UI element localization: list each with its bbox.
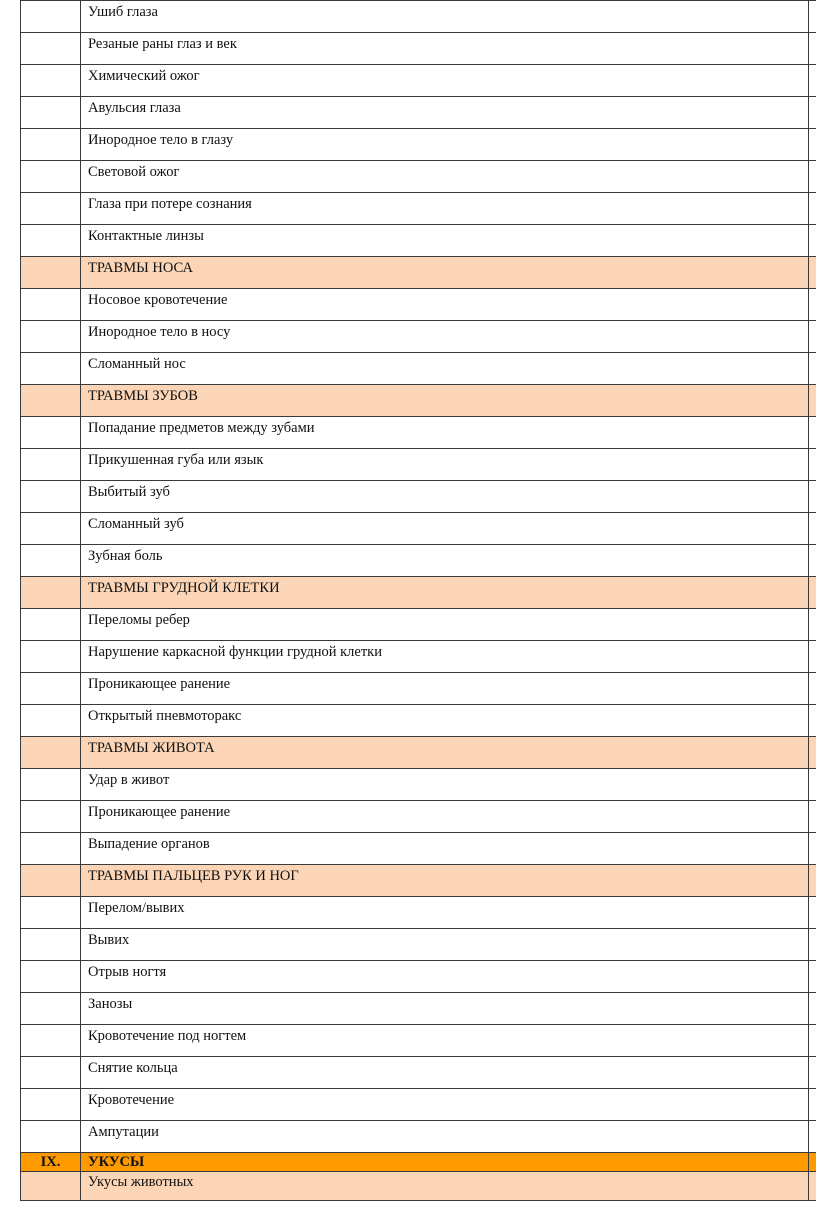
table-row xyxy=(21,1,816,33)
section-header-row xyxy=(21,385,816,417)
table-row xyxy=(21,65,816,97)
topic-cell: Глаза при потере сознания xyxy=(81,193,809,225)
table-row xyxy=(21,993,816,1025)
extra-cell xyxy=(809,897,816,929)
topic-cell: Сломанный зуб xyxy=(81,513,809,545)
chapter-title: УКУСЫ xyxy=(81,1153,809,1172)
section-title: ТРАВМЫ ПАЛЬЦЕВ РУК И НОГ xyxy=(81,865,809,897)
table-row xyxy=(21,705,816,737)
table-row xyxy=(21,1172,816,1201)
extra-cell xyxy=(809,257,816,289)
extra-cell xyxy=(809,801,816,833)
row-number-cell xyxy=(21,129,81,161)
table-row xyxy=(21,1025,816,1057)
extra-cell xyxy=(809,865,816,897)
row-number-cell xyxy=(21,737,81,769)
topic-cell: Инородное тело в глазу xyxy=(81,129,809,161)
table-row xyxy=(21,321,816,353)
extra-cell xyxy=(809,961,816,993)
row-number-cell xyxy=(21,353,81,385)
topic-cell: Авульсия глаза xyxy=(81,97,809,129)
row-number-cell xyxy=(21,545,81,577)
extra-cell xyxy=(809,97,816,129)
extra-cell xyxy=(809,1,816,33)
row-number-cell xyxy=(21,513,81,545)
topic-cell: Световой ожог xyxy=(81,161,809,193)
topics-table-body xyxy=(21,1,816,1201)
extra-cell xyxy=(809,353,816,385)
row-number-cell xyxy=(21,705,81,737)
row-number-cell xyxy=(21,449,81,481)
table-row xyxy=(21,97,816,129)
topic-cell: Кровотечение под ногтем xyxy=(81,1025,809,1057)
table-row xyxy=(21,801,816,833)
row-number-cell xyxy=(21,321,81,353)
extra-cell xyxy=(809,577,816,609)
topic-cell: Контактные линзы xyxy=(81,225,809,257)
table-row xyxy=(21,225,816,257)
row-number-cell xyxy=(21,641,81,673)
row-number-cell xyxy=(21,673,81,705)
extra-cell xyxy=(809,385,816,417)
extra-cell xyxy=(809,289,816,321)
topic-cell: Снятие кольца xyxy=(81,1057,809,1089)
table-row xyxy=(21,161,816,193)
row-number-cell xyxy=(21,1121,81,1153)
extra-cell xyxy=(809,225,816,257)
extra-cell xyxy=(809,321,816,353)
topic-cell: Занозы xyxy=(81,993,809,1025)
extra-cell xyxy=(809,1153,816,1172)
row-number-cell xyxy=(21,481,81,513)
topic-cell: Ампутации xyxy=(81,1121,809,1153)
table-row xyxy=(21,1057,816,1089)
row-number-cell xyxy=(21,225,81,257)
row-number-cell xyxy=(21,961,81,993)
row-number-cell xyxy=(21,1089,81,1121)
row-number-cell xyxy=(21,577,81,609)
chapter-row xyxy=(21,1153,816,1172)
row-number-cell xyxy=(21,1,81,33)
extra-cell xyxy=(809,513,816,545)
extra-cell xyxy=(809,705,816,737)
table-row xyxy=(21,513,816,545)
extra-cell xyxy=(809,1089,816,1121)
topic-cell: Нарушение каркасной функции грудной клетки xyxy=(81,641,809,673)
table-row xyxy=(21,449,816,481)
topic-cell: Попадание предметов между зубами xyxy=(81,417,809,449)
topic-cell: Ушиб глаза xyxy=(81,1,809,33)
extra-cell xyxy=(809,1057,816,1089)
extra-cell xyxy=(809,33,816,65)
extra-cell xyxy=(809,481,816,513)
table-row xyxy=(21,641,816,673)
topic-cell: Зубная боль xyxy=(81,545,809,577)
row-number-cell xyxy=(21,257,81,289)
topic-cell: Отрыв ногтя xyxy=(81,961,809,993)
table-row xyxy=(21,609,816,641)
extra-cell xyxy=(809,673,816,705)
extra-cell xyxy=(809,545,816,577)
row-number-cell xyxy=(21,289,81,321)
section-title: ТРАВМЫ ГРУДНОЙ КЛЕТКИ xyxy=(81,577,809,609)
topic-cell: Прикушенная губа или язык xyxy=(81,449,809,481)
table-row xyxy=(21,961,816,993)
extra-cell xyxy=(809,1121,816,1153)
table-row xyxy=(21,289,816,321)
section-title: ТРАВМЫ НОСА xyxy=(81,257,809,289)
table-row xyxy=(21,129,816,161)
extra-cell xyxy=(809,609,816,641)
table-row xyxy=(21,673,816,705)
topic-cell: Переломы ребер xyxy=(81,609,809,641)
section-title: ТРАВМЫ ЖИВОТА xyxy=(81,737,809,769)
row-number-cell xyxy=(21,993,81,1025)
row-number-cell xyxy=(21,161,81,193)
table-row xyxy=(21,417,816,449)
row-number-cell xyxy=(21,833,81,865)
topic-cell: Вывих xyxy=(81,929,809,961)
section-header-row xyxy=(21,257,816,289)
extra-cell xyxy=(809,929,816,961)
topic-cell: Перелом/вывих xyxy=(81,897,809,929)
extra-cell xyxy=(809,1172,816,1201)
table-row xyxy=(21,353,816,385)
extra-cell xyxy=(809,641,816,673)
row-number-cell xyxy=(21,417,81,449)
table-row xyxy=(21,1121,816,1153)
row-number-cell xyxy=(21,801,81,833)
topic-cell: Резаные раны глаз и век xyxy=(81,33,809,65)
table-row xyxy=(21,769,816,801)
extra-cell xyxy=(809,993,816,1025)
table-row xyxy=(21,833,816,865)
topic-cell: Открытый пневмоторакс xyxy=(81,705,809,737)
extra-cell xyxy=(809,1025,816,1057)
topics-table xyxy=(20,0,816,1201)
row-number-cell xyxy=(21,33,81,65)
section-header-row xyxy=(21,577,816,609)
row-number-cell xyxy=(21,385,81,417)
table-row xyxy=(21,481,816,513)
extra-cell xyxy=(809,449,816,481)
topic-cell: Сломанный нос xyxy=(81,353,809,385)
table-row xyxy=(21,193,816,225)
row-number-cell xyxy=(21,65,81,97)
row-number-cell xyxy=(21,1025,81,1057)
table-row xyxy=(21,545,816,577)
row-number-cell xyxy=(21,929,81,961)
topic-cell: Выпадение органов xyxy=(81,833,809,865)
section-title: ТРАВМЫ ЗУБОВ xyxy=(81,385,809,417)
extra-cell xyxy=(809,129,816,161)
row-number-cell xyxy=(21,1172,81,1201)
extra-cell xyxy=(809,161,816,193)
topic-cell: Проникающее ранение xyxy=(81,673,809,705)
section-header-row xyxy=(21,737,816,769)
row-number-cell: IX. xyxy=(21,1153,81,1172)
topic-cell: Носовое кровотечение xyxy=(81,289,809,321)
topic-cell: Выбитый зуб xyxy=(81,481,809,513)
table-row xyxy=(21,1089,816,1121)
row-number-cell xyxy=(21,609,81,641)
section-header-row xyxy=(21,865,816,897)
topic-cell: Проникающее ранение xyxy=(81,801,809,833)
extra-cell xyxy=(809,65,816,97)
topic-cell: Инородное тело в носу xyxy=(81,321,809,353)
row-number-cell xyxy=(21,1057,81,1089)
topic-cell: Химический ожог xyxy=(81,65,809,97)
row-number-cell xyxy=(21,193,81,225)
extra-cell xyxy=(809,193,816,225)
row-number-cell xyxy=(21,97,81,129)
row-number-cell xyxy=(21,769,81,801)
table-row xyxy=(21,33,816,65)
extra-cell xyxy=(809,417,816,449)
topic-cell: Удар в живот xyxy=(81,769,809,801)
row-number-cell xyxy=(21,865,81,897)
table-row xyxy=(21,929,816,961)
row-number-cell xyxy=(21,897,81,929)
topic-cell: Кровотечение xyxy=(81,1089,809,1121)
table-row xyxy=(21,897,816,929)
extra-cell xyxy=(809,769,816,801)
topic-cell: Укусы животных xyxy=(81,1172,809,1201)
extra-cell xyxy=(809,737,816,769)
extra-cell xyxy=(809,833,816,865)
